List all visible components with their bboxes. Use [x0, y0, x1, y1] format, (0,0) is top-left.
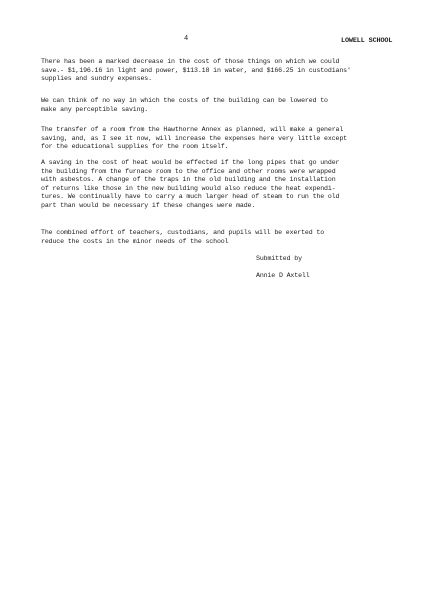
- paragraph-line: A saving in the cost of heat would be effected if the long pipes that go under: [41, 159, 340, 166]
- paragraph-heat-saving: [41, 159, 401, 211]
- paragraph-line: with asbestos. A change of the traps in the old building and the installation: [41, 176, 336, 184]
- page-number: 4: [184, 35, 189, 43]
- paragraph-line: tures. We continually have to carry a much larger head of steam to run the old: [41, 193, 340, 201]
- submitted-by-label: Submitted by: [256, 255, 302, 262]
- paragraph-combined-effort: [41, 229, 401, 246]
- paragraph-line: save.- $1,196.16 in light and power, $113.18 in water, and $166.25 in custodians': [41, 66, 351, 74]
- paragraph-line: for the educational supplies for the room itself.: [41, 143, 229, 151]
- paragraph-line: make any perceptible saving.: [41, 105, 149, 113]
- paragraph-line: There has been a marked decrease in the cost of those things on which we could: [41, 58, 340, 65]
- paragraph-line: of returns like those in the new building would also reduce the heat expendi-: [41, 184, 336, 192]
- paragraph-savings: [41, 58, 401, 84]
- paragraph-building-costs: [41, 97, 401, 114]
- paragraph-line: part than would be necessary if these changes were made.: [41, 201, 256, 209]
- paragraph-line: reduce the costs in the minor needs of the school: [41, 237, 229, 245]
- paragraph-line: The transfer of a room from the Hawthorne Annex as planned, will make a general: [41, 126, 344, 133]
- paragraph-line: saving, and, as I see it now, will increase the expenses here very little except: [41, 134, 347, 142]
- paragraph-line: the building from the furnace room to the office and other rooms were wrapped: [41, 167, 336, 175]
- paragraph-line: supplies and sundry expenses.: [41, 75, 152, 83]
- school-header: LOWELL SCHOOL: [341, 37, 393, 45]
- signatory-name: Annie D Axtell: [256, 272, 310, 279]
- paragraph-line: The combined effort of teachers, custodians, and pupils will be exerted to: [41, 229, 325, 236]
- paragraph-room-transfer: [41, 126, 401, 152]
- paragraph-line: We can think of no way in which the costs of the building can be lowered to: [41, 97, 328, 104]
